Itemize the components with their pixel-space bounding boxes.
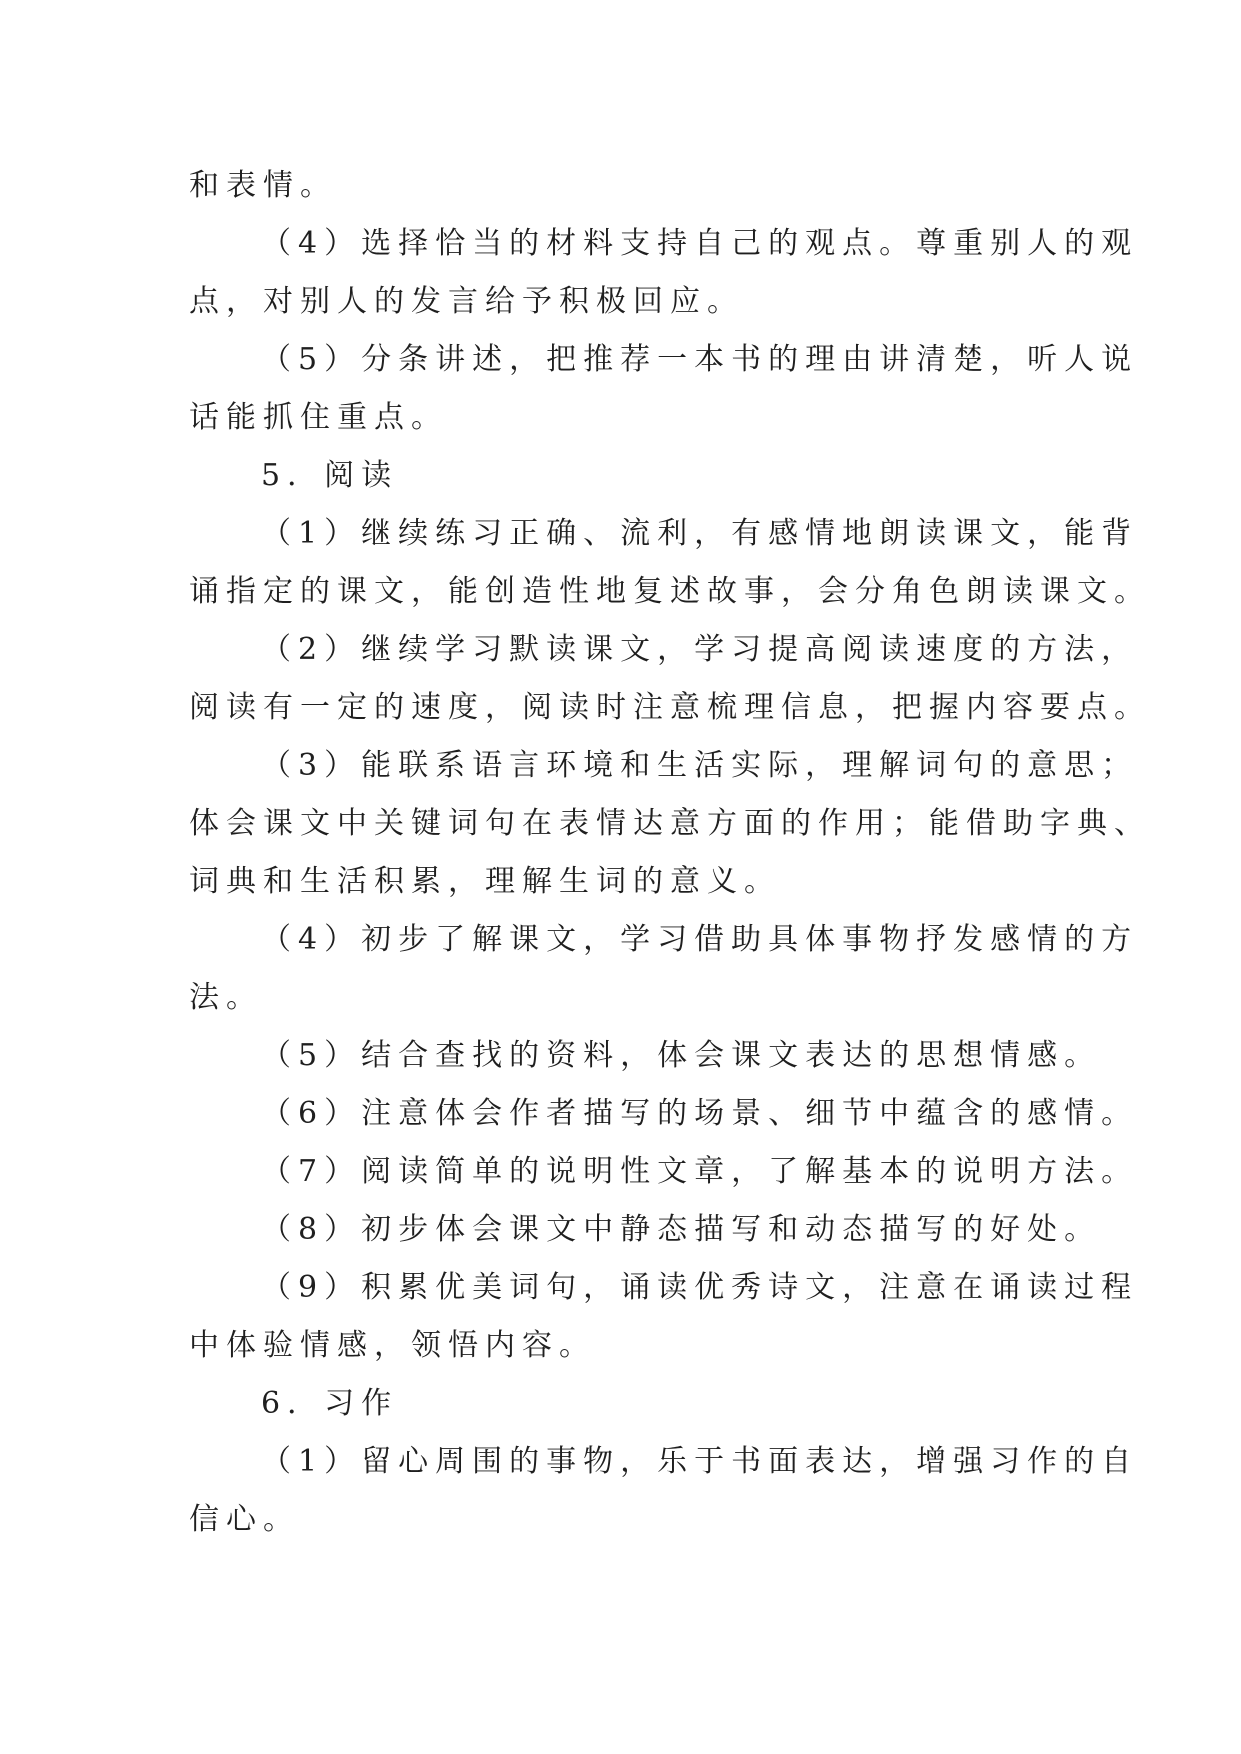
document-body [189,157,1151,1549]
text-line: 点，对别人的发言给予积极回应。 [189,284,744,319]
text-line: （1）继续练习正确、流利，有感情地朗读课文，能背 [261,516,1139,551]
text-line: 阅读有一定的速度，阅读时注意梳理信息，把握内容要点。 [189,690,1151,725]
text-line: 话能抓住重点。 [189,400,448,435]
text-line: 诵指定的课文，能创造性地复述故事，会分角色朗读课文。 [189,574,1151,609]
text-line: （5）结合查找的资料，体会课文表达的思想情感。 [261,1038,1102,1073]
text-line: （3）能联系语言环境和生活实际，理解词句的意思； [261,748,1139,783]
section-heading: 6．习作 [261,1386,399,1421]
text-line: 信心。 [189,1502,300,1537]
section-heading: 5．阅读 [261,458,399,493]
text-line: （7）阅读简单的说明性文章，了解基本的说明方法。 [261,1154,1139,1189]
text-line: （1）留心周围的事物，乐于书面表达，增强习作的自 [261,1444,1139,1479]
text-line: （4）初步了解课文，学习借助具体事物抒发感情的方 [261,922,1139,957]
text-line: （2）继续学习默读课文，学习提高阅读速度的方法， [261,632,1139,667]
text-line: （9）积累优美词句，诵读优秀诗文，注意在诵读过程 [261,1270,1139,1305]
text-line: 体会课文中关键词句在表情达意方面的作用；能借助字典、 [189,806,1151,841]
text-line: 法。 [189,980,263,1015]
text-line: （8）初步体会课文中静态描写和动态描写的好处。 [261,1212,1102,1247]
text-line: （5）分条讲述，把推荐一本书的理由讲清楚，听人说 [261,342,1139,377]
text-line: （6）注意体会作者描写的场景、细节中蕴含的感情。 [261,1096,1139,1131]
text-line: 和表情。 [189,168,337,203]
text-line: 词典和生活积累，理解生词的意义。 [189,864,781,899]
text-line: （4）选择恰当的材料支持自己的观点。尊重别人的观 [261,226,1139,261]
text-line: 中体验情感，领悟内容。 [189,1328,596,1363]
